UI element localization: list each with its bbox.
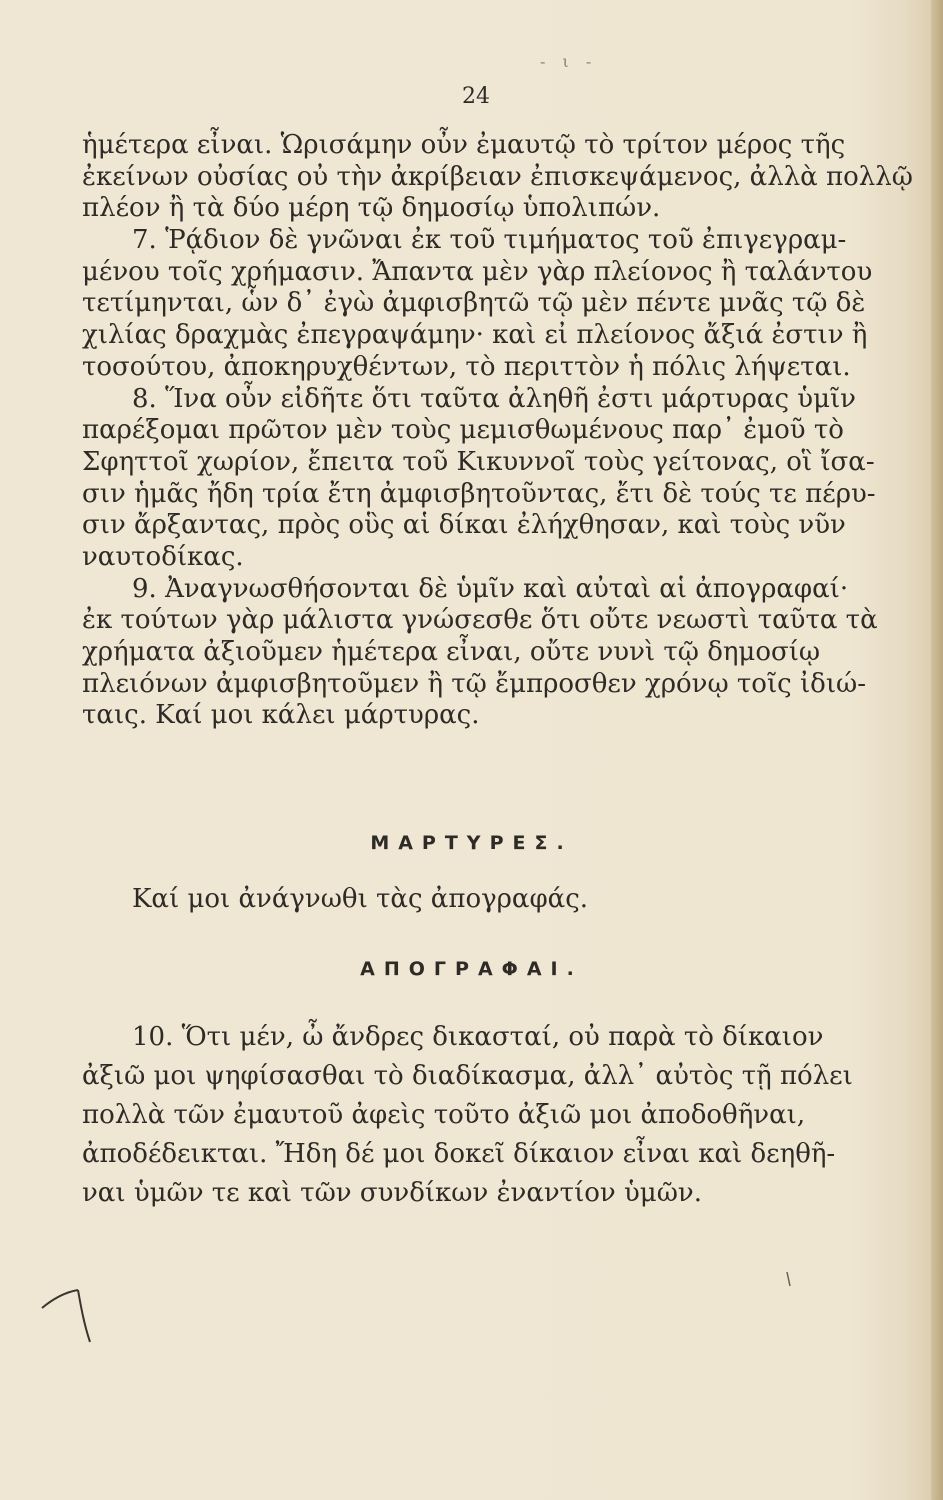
pen-stroke-mark (36, 1282, 106, 1352)
text-line: 10. Ὅτι μέν, ὦ ἄνδρες δικασταί, οὐ παρὰ τὸ δίκαιον (132, 1022, 824, 1052)
text-line: ἀξιῶ μοι ψηφίσασθαι τὸ διαδίκασμα, ἀλλ᾽ αὐτὸς τῇ πόλει (82, 1061, 853, 1091)
text-line: χιλίας δραχμὰς ἐπεγραψάμην· καὶ εἰ πλείονος ἄξιά ἐστιν ἢ (82, 320, 868, 351)
text-line: 9. Ἀναγνωσθήσονται δὲ ὑμῖν καὶ αὐταὶ αἱ ἀπογραφαί· (132, 573, 849, 604)
text-line: πλέον ἢ τὰ δύο μέρη τῷ δημοσίῳ ὑπολιπών. (82, 193, 661, 224)
text-line: 7. Ῥᾴδιον δὲ γνῶναι ἐκ τοῦ τιμήματος τοῦ ἐπιγεγραμ- (132, 225, 847, 256)
text-line: ταις. Καί μοι κάλει μάρτυρας. (82, 700, 480, 731)
page-number: 24 (462, 84, 490, 109)
tick-mark (784, 1270, 794, 1290)
text-line: ἐκ τούτων γὰρ μάλιστα γνώσεσθε ὅτι οὔτε νεωστὶ ταῦτα τὰ (82, 605, 878, 636)
text-line: πλειόνων ἀμφισβητοῦμεν ἢ τῷ ἔμπροσθεν χρόνῳ τοῖς ἰδιώ- (82, 668, 867, 699)
text-line: ναυτοδίκας. (82, 541, 244, 572)
instruction-line: Καί μοι ἀνάγνωθι τὰς ἀπογραφάς. (132, 884, 589, 914)
text-line: Σφηττοῖ χωρίον, ἔπειτα τοῦ Κικυννοῖ τοὺς γείτονας, οἳ ἴσα- (82, 446, 875, 477)
text-line: σιν ἡμᾶς ἤδη τρία ἔτη ἀμφισβητοῦντας, ἔτι δὲ τούς τε πέρυ- (82, 478, 876, 509)
text-line: σιν ἄρξαντας, πρὸς οὓς αἱ δίκαι ἐλήχθησαν, καὶ τοὺς νῦν (82, 510, 846, 541)
heading-registers: ΑΠΟΓΡΑΦΑΙ. (360, 958, 583, 980)
text-line: ναι ὑμῶν τε καὶ τῶν συνδίκων ἐναντίον ὑμῶν. (82, 1178, 702, 1208)
text-line: πολλὰ τῶν ἐμαυτοῦ ἀφεὶς τοῦτο ἀξιῶ μοι ἀποδοθῆναι, (82, 1100, 806, 1130)
paragraph-block-2 (82, 1018, 882, 1213)
top-mark: - ι - (540, 52, 598, 71)
heading-witnesses: ΜΑΡΤΥΡΕΣ. (370, 832, 573, 854)
text-line: παρέξομαι πρῶτον μὲν τοὺς μεμισθωμένους παρ᾽ ἐμοῦ τὸ (82, 415, 844, 446)
text-line: τετίμηνται, ὧν δ᾽ ἐγὼ ἀμφισβητῶ τῷ μὲν πέντε μνᾶς τῷ δὲ (82, 288, 866, 319)
text-line: ἐκείνων οὐσίας οὐ τὴν ἀκρίβειαν ἐπισκεψάμενος, ἀλλὰ πολλῷ (82, 161, 913, 192)
text-line: ἀποδέδεικται. Ἤδη δέ μοι δοκεῖ δίκαιον εἶναι καὶ δεηθῆ- (82, 1139, 836, 1169)
text-line: τοσούτου, ἀποκηρυχθέντων, τὸ περιττὸν ἡ πόλις λήψεται. (82, 351, 851, 382)
text-line: μένου τοῖς χρήμασιν. Ἄπαντα μὲν γὰρ πλείονος ἢ ταλάντου (82, 256, 873, 287)
text-line: 8. Ἵνα οὖν εἰδῆτε ὅτι ταῦτα ἀληθῆ ἐστι μάρτυρας ὑμῖν (132, 383, 856, 414)
paragraph-block-1 (82, 130, 913, 732)
page-edge (931, 0, 943, 1500)
text-line: ἡμέτερα εἶναι. Ὡρισάμην οὖν ἐμαυτῷ τὸ τρίτον μέρος τῆς (82, 130, 846, 160)
text-line: χρήματα ἀξιοῦμεν ἡμέτερα εἶναι, οὔτε νυνὶ τῷ δημοσίῳ (82, 637, 821, 667)
